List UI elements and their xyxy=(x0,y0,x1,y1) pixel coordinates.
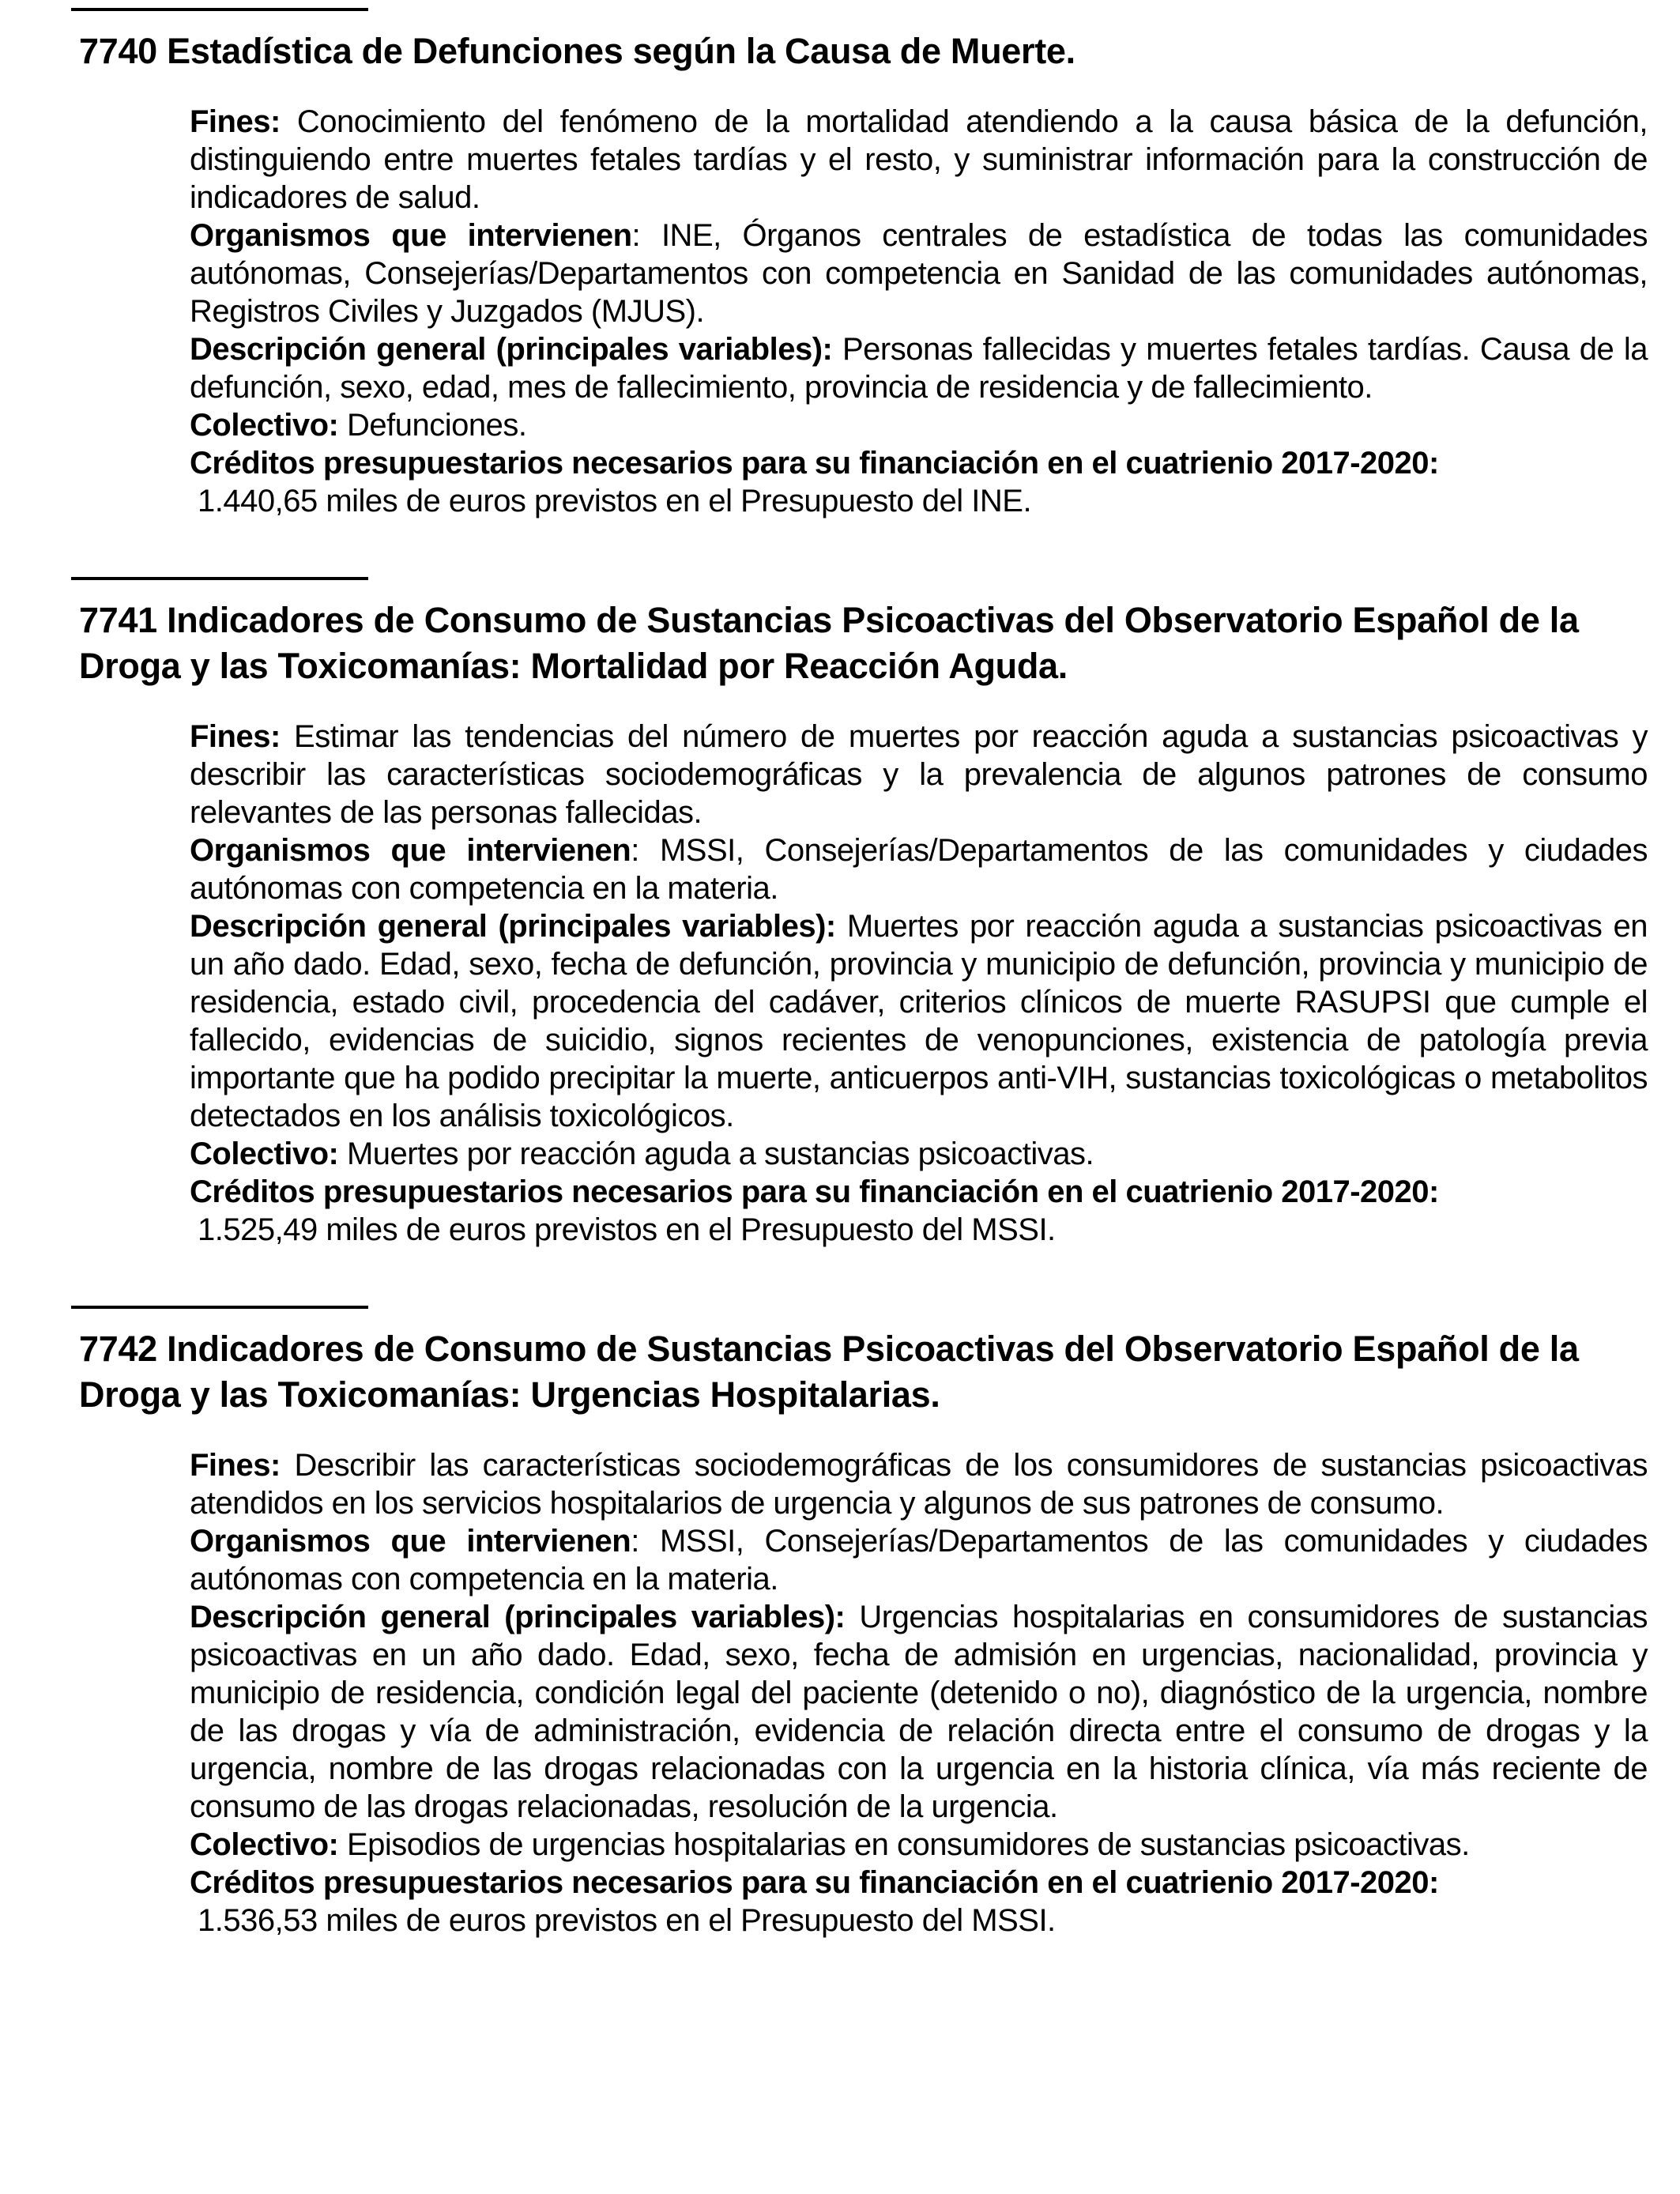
paragraph-label: Descripción general (principales variables): xyxy=(190,332,833,367)
paragraph-text: 1.525,49 miles de euros previstos en el Presupuesto del MSSI. xyxy=(198,1212,1056,1247)
paragraph-text: Muertes por reacción aguda a sustancias psicoactivas. xyxy=(338,1137,1094,1171)
paragraph-fines xyxy=(190,1446,1648,1522)
paragraph-label: Descripción general (principales variables): xyxy=(190,909,836,944)
paragraph-colectivo xyxy=(190,406,1648,444)
paragraph-text: Episodios de urgencias hospitalarias en consumidores de sustancias psicoactivas. xyxy=(338,1827,1470,1862)
paragraph-label: Fines: xyxy=(190,104,281,139)
paragraph-text: Conocimiento del fenómeno de la mortalidad atendiendo a la causa básica de la defunción, distinguiendo entre muertes fetales tardías y el resto, y suministrar información para la construcción de indicadores de salud. xyxy=(190,104,1648,215)
paragraph-fines xyxy=(190,103,1648,217)
paragraph-label: Descripción general (principales variables): xyxy=(190,1600,846,1634)
paragraph-descripcion xyxy=(190,907,1648,1135)
paragraph-creditos xyxy=(190,1173,1648,1211)
paragraph-text: Defunciones. xyxy=(338,408,527,443)
section-7742 xyxy=(0,1306,1680,1940)
budget-amount-line xyxy=(190,1902,1648,1940)
paragraph-colectivo xyxy=(190,1135,1648,1173)
paragraph-text: Describir las características sociodemográficas de los consumidores de sustancias psicoactivas atendidos en los servicios hospitalarios de urgencia y algunos de sus patrones de consumo. xyxy=(190,1448,1648,1521)
paragraph-text: Personas fallecidas y muertes fetales tardías. Causa de la defunción, sexo, edad, mes de fallecimiento, provincia de residencia y de fallecimiento. xyxy=(190,332,1648,405)
paragraph-label: Colectivo: xyxy=(190,1827,339,1862)
paragraph-text: 1.440,65 miles de euros previstos en el Presupuesto del INE. xyxy=(198,484,1032,518)
paragraph-text: : MSSI, Consejerías/Departamentos de las comunidades y ciudades autónomas con competencia en la materia. xyxy=(190,833,1648,906)
paragraph-fines xyxy=(190,718,1648,831)
paragraph-label: Colectivo: xyxy=(190,408,339,443)
paragraph-text: : MSSI, Consejerías/Departamentos de las comunidades y ciudades autónomas con competencia en la materia. xyxy=(190,1524,1648,1596)
section-divider-rule xyxy=(71,1306,368,1309)
paragraph-colectivo xyxy=(190,1826,1648,1864)
paragraph-label: Organismos que intervienen xyxy=(190,833,631,868)
section-paragraphs xyxy=(190,1446,1648,1940)
section-7741 xyxy=(0,577,1680,1249)
section-divider-rule xyxy=(71,577,368,580)
paragraph-label: Fines: xyxy=(190,719,281,754)
section-paragraphs xyxy=(190,718,1648,1249)
section-7740 xyxy=(0,8,1680,520)
paragraph-organismos xyxy=(190,217,1648,330)
section-title: 7741 Indicadores de Consumo de Sustancias Psicoactivas del Observatorio Español de la Droga y las Toxicomanías: Mortalidad por Reacción Aguda. xyxy=(79,600,1579,686)
paragraph-descripcion xyxy=(190,1598,1648,1826)
paragraph-creditos xyxy=(190,1864,1648,1902)
section-title: 7742 Indicadores de Consumo de Sustancias Psicoactivas del Observatorio Español de la Droga y las Toxicomanías: Urgencias Hospitalarias. xyxy=(79,1329,1579,1415)
section-paragraphs xyxy=(190,103,1648,520)
paragraph-creditos xyxy=(190,444,1648,482)
paragraph-label: Organismos que intervienen xyxy=(190,218,632,253)
paragraph-label: Créditos presupuestarios necesarios para su financiación en el cuatrienio 2017-2020: xyxy=(190,1865,1439,1900)
paragraph-label: Créditos presupuestarios necesarios para su financiación en el cuatrienio 2017-2020: xyxy=(190,1174,1439,1209)
paragraph-text: 1.536,53 miles de euros previstos en el Presupuesto del MSSI. xyxy=(198,1903,1056,1938)
paragraph-text: Estimar las tendencias del número de muertes por reacción aguda a sustancias psicoactivas y describir las características sociodemográficas y la prevalencia de algunos patrones de consumo relevantes de las personas fallecidas. xyxy=(190,719,1648,830)
paragraph-label: Fines: xyxy=(190,1448,281,1483)
paragraph-descripcion xyxy=(190,330,1648,406)
section-title: 7740 Estadística de Defunciones según la Causa de Muerte. xyxy=(79,31,1075,71)
paragraph-label: Organismos que intervienen xyxy=(190,1524,631,1559)
paragraph-organismos xyxy=(190,831,1648,907)
paragraph-label: Créditos presupuestarios necesarios para su financiación en el cuatrienio 2017-2020: xyxy=(190,446,1439,481)
paragraph-label: Colectivo: xyxy=(190,1137,339,1171)
section-divider-rule xyxy=(71,8,368,11)
budget-amount-line xyxy=(190,482,1648,520)
budget-amount-line xyxy=(190,1211,1648,1249)
paragraph-text: Muertes por reacción aguda a sustancias psicoactivas en un año dado. Edad, sexo, fecha de defunción, provincia y municipio de defunción, provincia y municipio de residencia, estado civil, procedencia del cadáver, criterios clínicos de muerte RASUPSI que cumple el fallecido, evidencias de suicidio, signos recientes de venopunciones, existencia de patología previa importante que ha podido precipitar la muerte, anticuerpos anti-VIH, sustancias toxicológicas o metabolitos detectados en los análisis toxicológicos. xyxy=(190,909,1648,1133)
paragraph-text: : INE, Órganos centrales de estadística de todas las comunidades autónomas, Consejerías/Departamentos con competencia en Sanidad de las comunidades autónomas, Registros Civiles y Juzgados (MJUS). xyxy=(190,218,1648,329)
paragraph-text: Urgencias hospitalarias en consumidores de sustancias psicoactivas en un año dado. Edad, sexo, fecha de admisión en urgencias, nacionalidad, provincia y municipio de residencia, condición legal del paciente (detenido o no), diagnóstico de la urgencia, nombre de las drogas y vía de administración, evidencia de relación directa entre el consumo de drogas y la urgencia, nombre de las drogas relacionadas con la urgencia en la historia clínica, vía más reciente de consumo de las drogas relacionadas, resolución de la urgencia. xyxy=(190,1600,1648,1824)
paragraph-organismos xyxy=(190,1522,1648,1598)
